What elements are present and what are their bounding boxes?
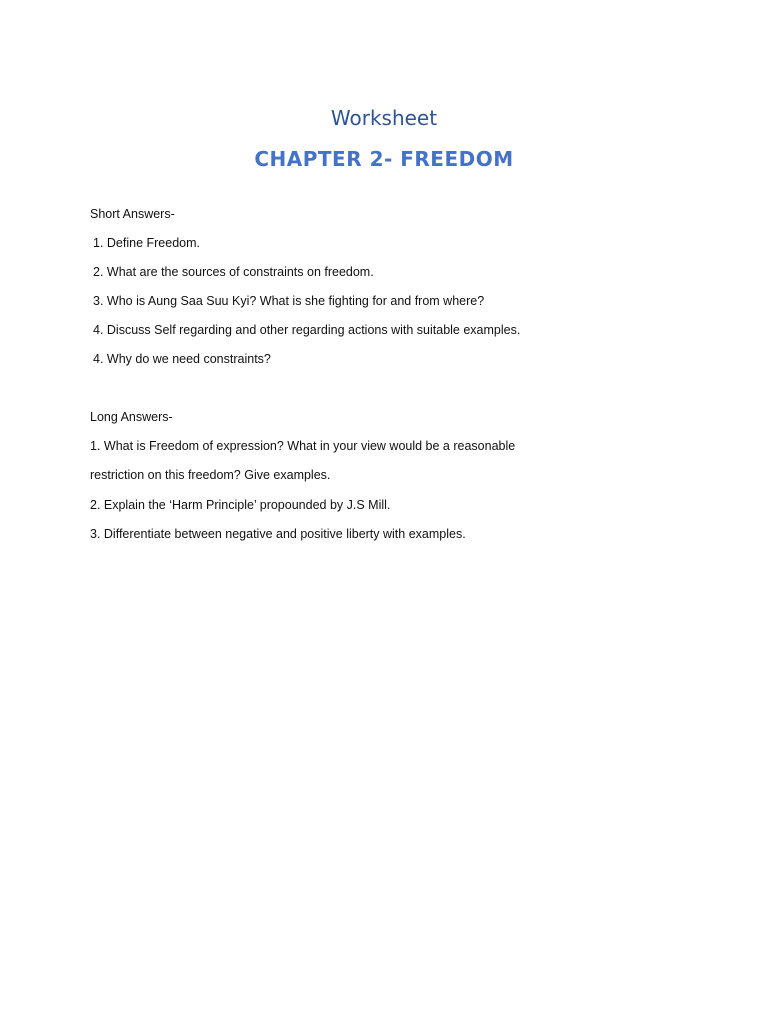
long-question-1-line-2: restriction on this freedom? Give examples. — [90, 468, 331, 482]
long-question-2: 2. Explain the ‘Harm Principle’ propounded by J.S Mill. — [90, 498, 391, 512]
short-question-2: 2. What are the sources of constraints on freedom. — [93, 265, 374, 279]
short-answers-heading: Short Answers- — [90, 207, 175, 221]
worksheet-title: Worksheet — [330, 106, 438, 130]
short-question-1: 1. Define Freedom. — [93, 236, 200, 250]
short-question-5: 4. Why do we need constraints? — [93, 352, 271, 366]
short-question-4: 4. Discuss Self regarding and other regarding actions with suitable examples. — [93, 323, 521, 337]
short-question-3: 3. Who is Aung Saa Suu Kyi? What is she fighting for and from where? — [93, 294, 485, 308]
long-answers-heading: Long Answers- — [90, 410, 173, 424]
chapter-heading: CHAPTER 2- FREEDOM — [254, 147, 514, 171]
long-question-3: 3. Differentiate between negative and positive liberty with examples. — [90, 527, 466, 541]
long-question-1-line-1: 1. What is Freedom of expression? What in your view would be a reasonable — [90, 439, 516, 453]
